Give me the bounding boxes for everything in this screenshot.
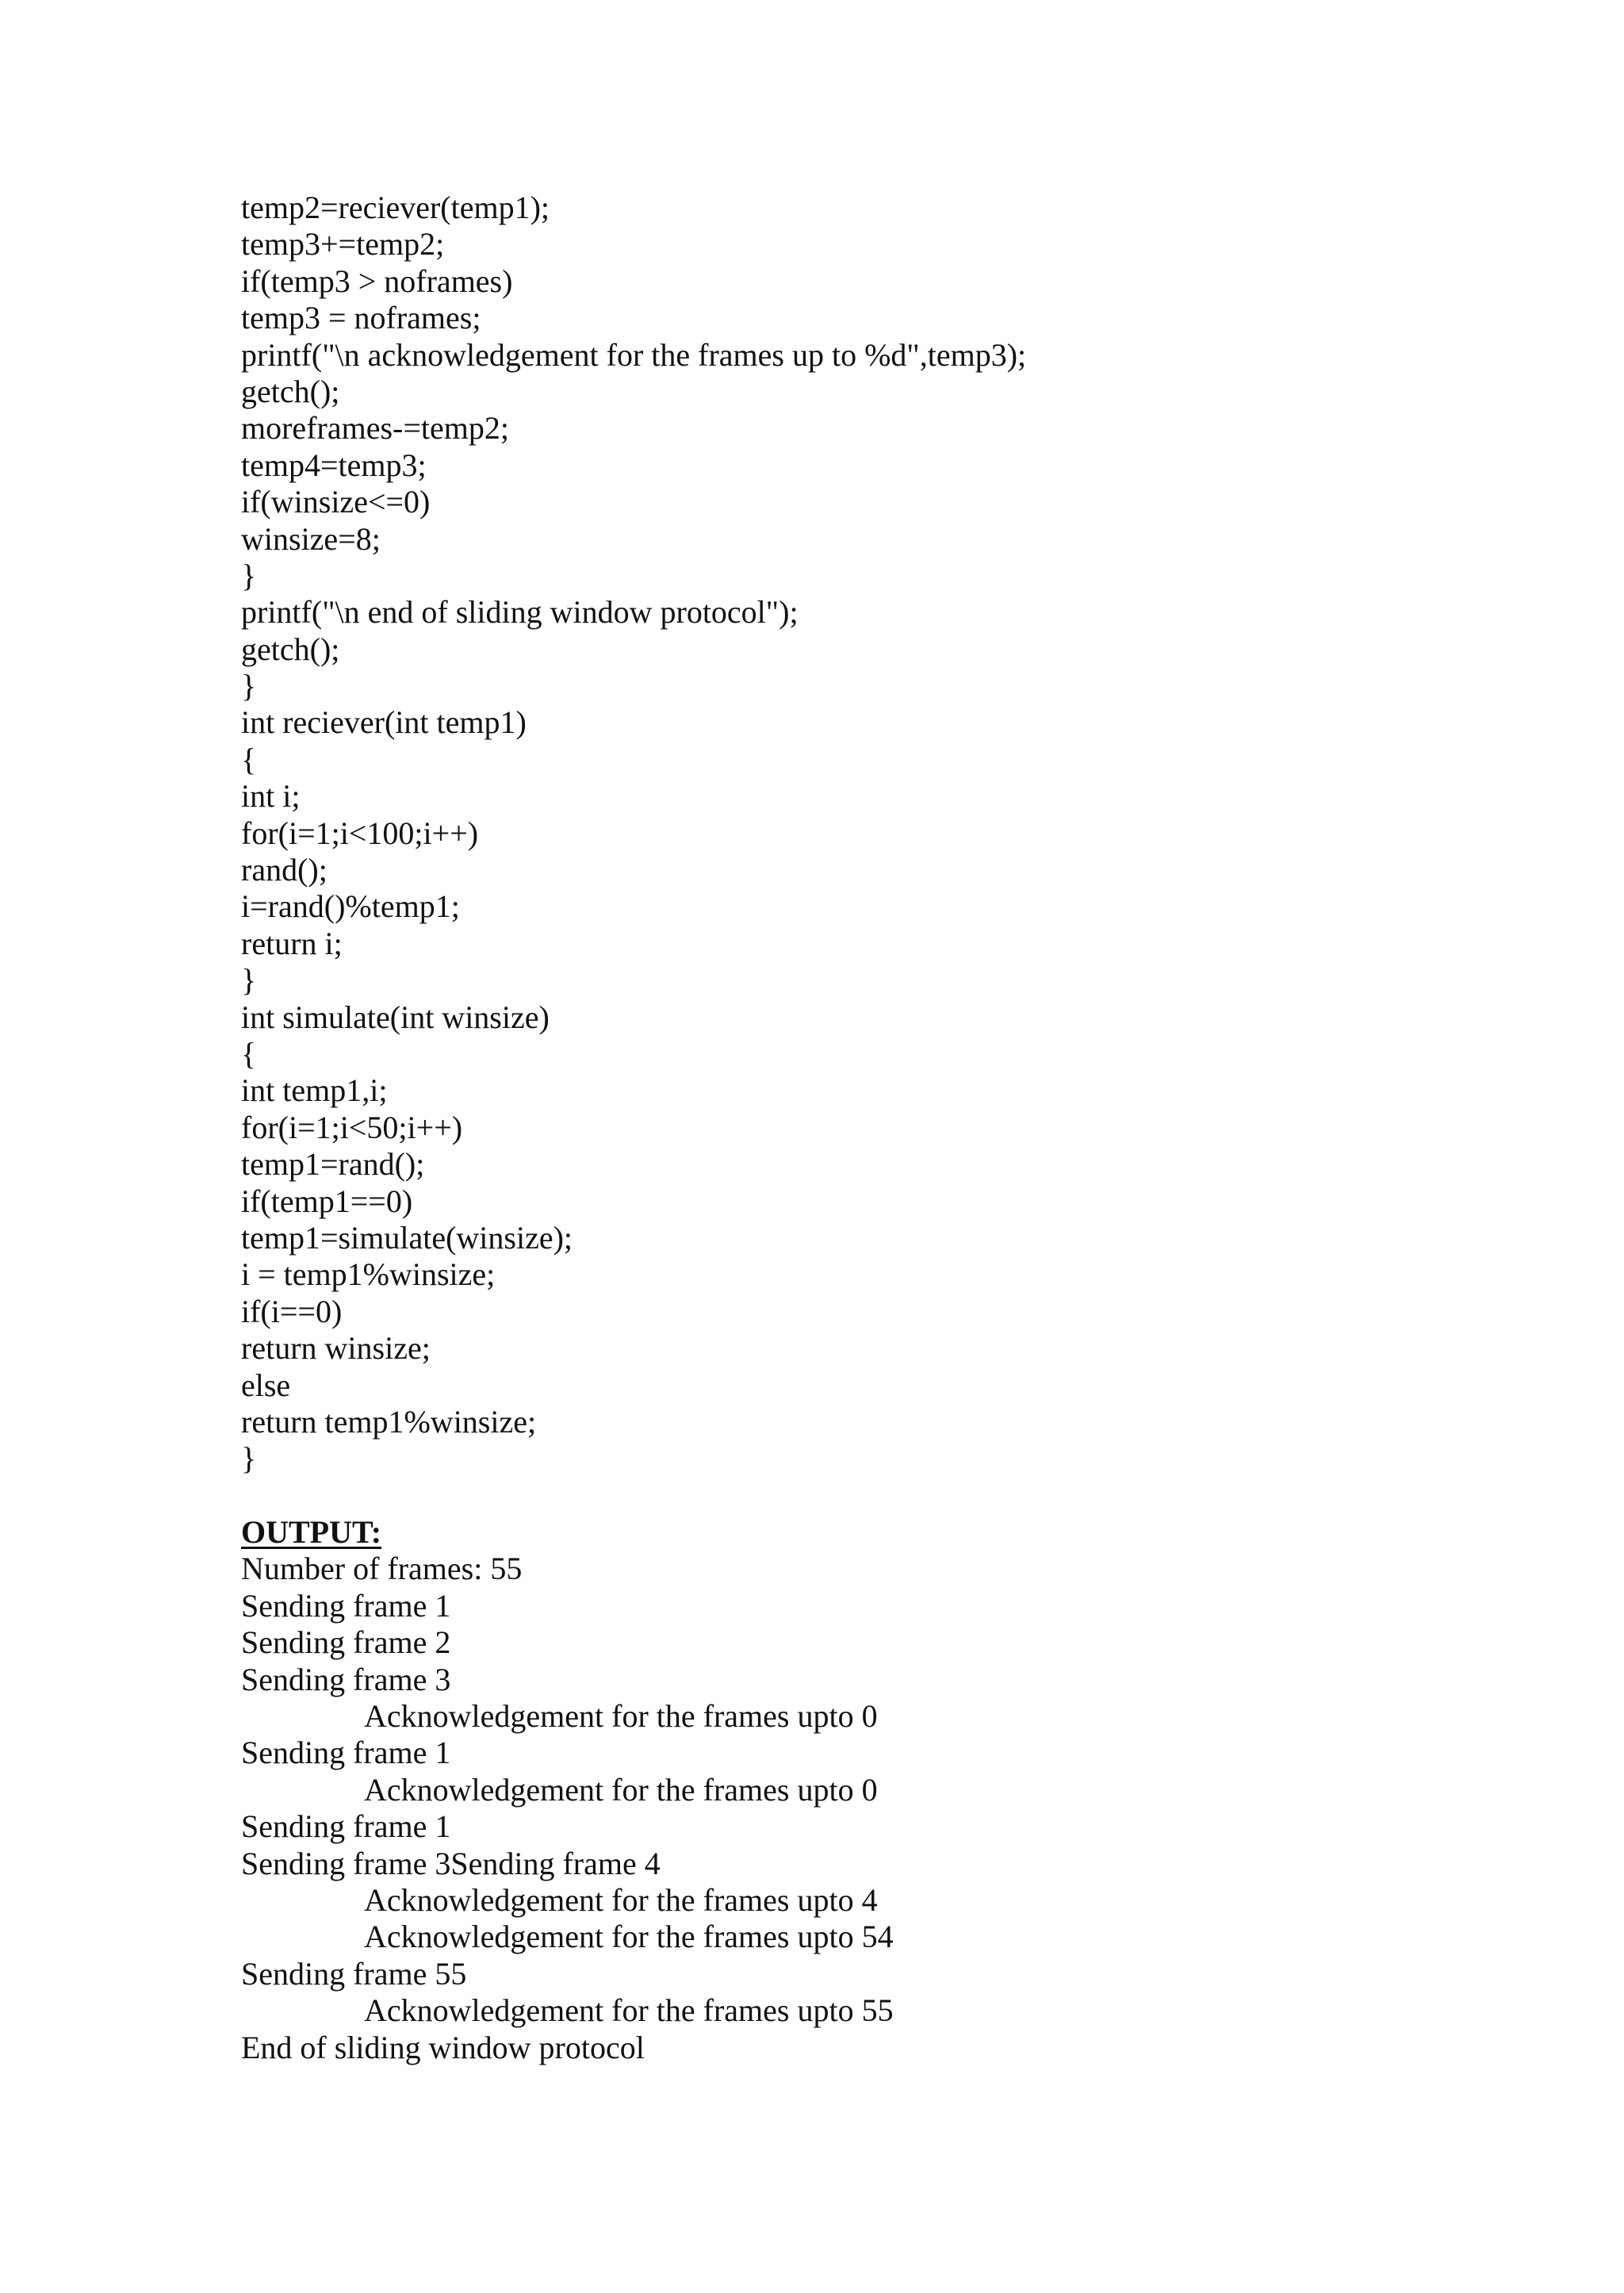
code-line: winsize=8; xyxy=(241,520,381,557)
code-line: if(temp1==0) xyxy=(241,1183,413,1219)
output-line: Sending frame 3Sending frame 4 xyxy=(241,1845,661,1881)
code-line: if(temp3 > noframes) xyxy=(241,263,513,299)
code-line: getch(); xyxy=(241,373,340,409)
code-line: return i; xyxy=(241,925,343,961)
code-line: if(i==0) xyxy=(241,1293,343,1329)
output-line: Acknowledgement for the frames upto 55 xyxy=(364,1992,894,2029)
code-line: temp2=reciever(temp1); xyxy=(241,190,550,225)
output-line: Sending frame 1 xyxy=(241,1808,451,1845)
output-line: Acknowledgement for the frames upto 4 xyxy=(364,1881,878,1918)
document-content xyxy=(241,190,1510,2066)
output-line: Sending frame 2 xyxy=(241,1624,451,1661)
code-line: i=rand()%temp1; xyxy=(241,888,460,925)
output-heading: OUTPUT: xyxy=(241,1514,382,1551)
code-line: { xyxy=(241,741,257,777)
output-block xyxy=(241,1551,1510,2065)
output-line: Sending frame 55 xyxy=(241,1955,467,1992)
code-line: temp1=simulate(winsize); xyxy=(241,1219,573,1256)
code-line: temp3+=temp2; xyxy=(241,226,445,263)
code-line: int reciever(int temp1) xyxy=(241,704,527,741)
code-line: printf("\n acknowledgement for the frames up to %d",temp3); xyxy=(241,336,1027,373)
code-line: { xyxy=(241,1035,257,1072)
output-line: Sending frame 3 xyxy=(241,1661,451,1697)
code-line: return temp1%winsize; xyxy=(241,1403,537,1440)
code-line: rand(); xyxy=(241,852,327,888)
code-line: for(i=1;i<100;i++) xyxy=(241,815,479,851)
code-line: i = temp1%winsize; xyxy=(241,1256,496,1293)
code-line: } xyxy=(241,962,257,999)
code-line: temp1=rand(); xyxy=(241,1146,425,1183)
output-line: End of sliding window protocol xyxy=(241,2029,645,2065)
code-line: temp4=temp3; xyxy=(241,447,427,483)
code-block xyxy=(241,190,1510,1478)
code-line: } xyxy=(241,557,257,593)
code-line: int simulate(int winsize) xyxy=(241,999,550,1035)
code-line: temp3 = noframes; xyxy=(241,300,481,336)
code-line: int temp1,i; xyxy=(241,1072,388,1109)
code-line: printf("\n end of sliding window protocol"); xyxy=(241,594,799,631)
code-line: return winsize; xyxy=(241,1330,431,1367)
code-line: } xyxy=(241,668,257,704)
output-line: Sending frame 1 xyxy=(241,1587,451,1624)
code-line: for(i=1;i<50;i++) xyxy=(241,1109,463,1145)
output-line: Acknowledgement for the frames upto 0 xyxy=(364,1698,878,1735)
output-line: Acknowledgement for the frames upto 0 xyxy=(364,1771,878,1808)
code-line: int i; xyxy=(241,778,301,815)
output-line: Number of frames: 55 xyxy=(241,1551,523,1587)
blank-line xyxy=(241,1478,1510,1514)
code-line: getch(); xyxy=(241,631,340,667)
code-line: moreframes-=temp2; xyxy=(241,410,509,447)
code-line: else xyxy=(241,1367,291,1403)
output-line: Acknowledgement for the frames upto 54 xyxy=(364,1919,894,1955)
code-line: if(winsize<=0) xyxy=(241,484,431,520)
output-line: Sending frame 1 xyxy=(241,1735,451,1771)
code-line: } xyxy=(241,1440,257,1477)
